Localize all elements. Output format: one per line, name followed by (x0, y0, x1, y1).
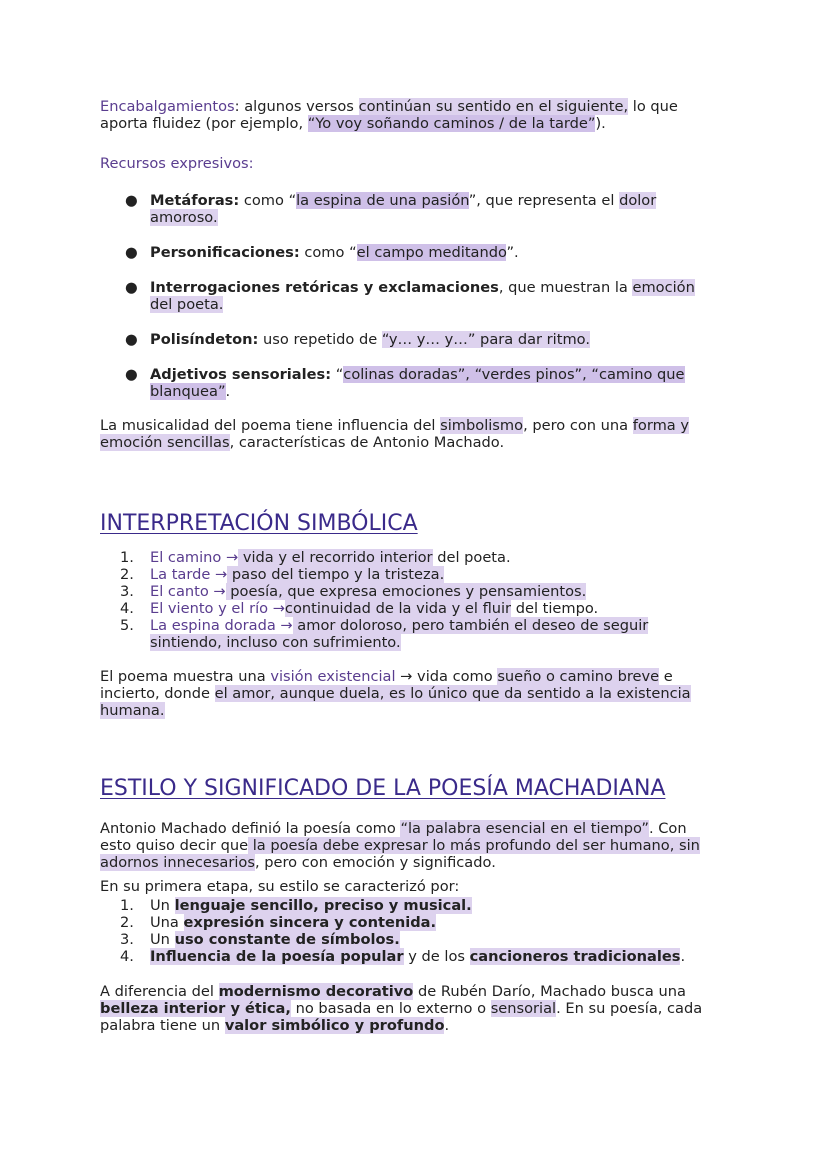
recursos-title: Recursos expresivos: (100, 155, 254, 172)
list-item: 4. Influencia de la poesía popular y de los cancioneros tradicionales. (120, 948, 686, 965)
musicalidad-paragraph: La musicalidad del poema tiene influencia del simbolismo, pero con una forma y emoción sencillas, características de Antonio Machado. (100, 417, 690, 451)
bullet-icon: ● (125, 366, 138, 383)
list-item-metaforas: ● Metáforas: como “la espina de una pasión”, que representa el dolor amoroso. (125, 192, 657, 226)
list-item: 5. La espina dorada → amor doloroso, pero también el deseo de seguir sintiendo, incluso con sufrimiento. (120, 617, 649, 651)
list-item: 2. Una expresión sincera y contenida. (120, 914, 437, 931)
bullet-icon: ● (125, 331, 138, 348)
list-item: 1. Un lenguaje sencillo, preciso y musical. (120, 897, 472, 914)
estilo-list (120, 897, 720, 965)
list-item-interrogaciones: ● Interrogaciones retóricas y exclamaciones, que muestran la emoción del poeta. (125, 279, 695, 313)
vision-paragraph: El poema muestra una visión existencial → vida como sueño o camino breve e incierto, donde el amor, aunque duela, es lo único que da sentido a la existencia humana. (100, 668, 691, 719)
encabalgamientos-label: Encabalgamientos (100, 98, 235, 115)
interpretacion-heading: INTERPRETACIÓN SIMBÓLICA (100, 511, 418, 536)
bullet-icon: ● (125, 244, 138, 261)
encabalgamientos-paragraph: Encabalgamientos: algunos versos continúan su sentido en el siguiente, lo que aporta fluidez (por ejemplo, “Yo voy soñando caminos / de la tarde”). (100, 98, 678, 132)
list-item-polisindeton: ● Polisíndeton: uso repetido de “y… y… y…” para dar ritmo. (125, 331, 590, 348)
list-item: 3. Un uso constante de símbolos. (120, 931, 400, 948)
list-item-adjetivos: ● Adjetivos sensoriales: “colinas doradas”, “verdes pinos”, “camino que blanquea”. (125, 366, 685, 400)
list-item: 1. El camino → vida y el recorrido interior del poeta. (120, 549, 511, 566)
bullet-icon: ● (125, 279, 138, 296)
etapa-paragraph: En su primera etapa, su estilo se caracterizó por: (100, 878, 460, 895)
bullet-icon: ● (125, 192, 138, 209)
interpretacion-list (120, 549, 720, 651)
list-item: 2. La tarde → paso del tiempo y la tristeza. (120, 566, 445, 583)
list-item: 4. El viento y el río →continuidad de la vida y el fluir del tiempo. (120, 600, 599, 617)
estilo-heading: ESTILO Y SIGNIFICADO DE LA POESÍA MACHADIANA (100, 776, 666, 801)
list-item: 3. El canto → poesía, que expresa emociones y pensamientos. (120, 583, 587, 600)
definicion-paragraph: Antonio Machado definió la poesía como “la palabra esencial en el tiempo”. Con esto quiso decir que la poesía debe expresar lo más profundo del ser humano, sin adornos innecesarios, pero con emoción y significado. (100, 820, 700, 871)
list-item-personificaciones: ● Personificaciones: como “el campo meditando”. (125, 244, 519, 261)
diferencia-paragraph: A diferencia del modernismo decorativo de Rubén Darío, Machado busca una belleza interior y ética, no basada en lo externo o sensorial. En su poesía, cada palabra tiene un valor simbólico y profundo. (100, 983, 703, 1034)
